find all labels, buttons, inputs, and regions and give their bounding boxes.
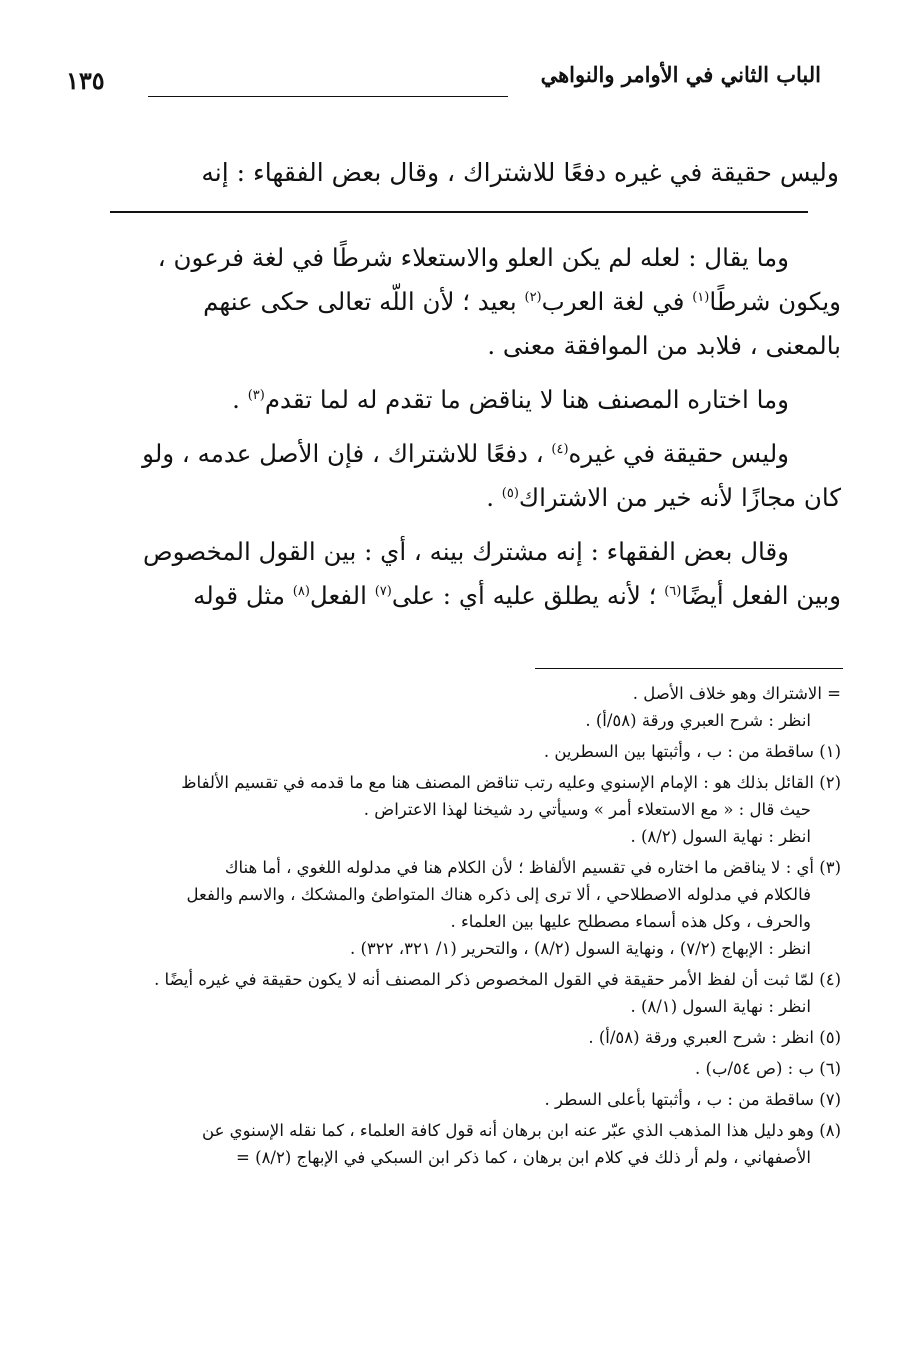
footnotes [56, 680, 841, 1175]
footnote-line: (١) ساقطة من : ب ، وأثبتها بين السطرين . [543, 742, 841, 761]
footnote-2 [56, 769, 841, 850]
footnote-7 [56, 1086, 841, 1113]
footnote-line: = الاشتراك وهو خلاف الأصل . [632, 684, 841, 703]
body-line: كان مجازًا لأنه خير من الاشتراك$^{(٥)}$ . [486, 483, 841, 512]
footnote-3 [56, 854, 841, 962]
footnote-line: فالكلام في مدلوله الاصطلاحي ، ألا ترى إلى ذكره هناك المتواطئ والمشكك ، والاسم والفعل [186, 885, 811, 904]
footnote-line: (٥) انظر : شرح العبري ورقة (٥٨/أ) . [588, 1028, 841, 1047]
footnote-line: والحرف ، وكل هذه أسماء مصطلح عليها بين العلماء . [450, 912, 811, 931]
footnote-4 [56, 966, 841, 1020]
matn-quote: وليس حقيقة في غيره دفعًا للاشتراك ، وقال بعض الفقهاء : إنه [201, 158, 839, 187]
footnote-ref[interactable]: (٦) [664, 583, 682, 599]
footnote-ref[interactable]: (٥) [501, 485, 519, 501]
body-line: ويكون شرطًا$^{(١)}$ في لغة العرب$^{(٢)}$ بعيد ؛ لأن اللّه تعالى حكى عنهم [203, 287, 841, 316]
body-line: وما اختاره المصنف هنا لا يناقض ما تقدم له لما تقدم$^{(٣)}$ . [232, 385, 789, 414]
footnote-line: حيث قال : « مع الاستعلاء أمر » وسيأتي رد شيخنا لهذا الاعتراض . [363, 800, 811, 819]
footnote-line: انظر : نهاية السول (٨/٢) . [630, 827, 811, 846]
footnote-line: (٦) ب : (ص ٥٤/ب) . [695, 1059, 841, 1078]
body-line: وليس حقيقة في غيره$^{(٤)}$ ، دفعًا للاشتراك ، فإن الأصل عدمه ، ولو [142, 439, 789, 468]
footnote-line: (٧) ساقطة من : ب ، وأثبتها بأعلى السطر . [544, 1090, 841, 1109]
footnote-8 [56, 1117, 841, 1171]
matn-underline [110, 211, 808, 213]
footnote-ref[interactable]: (٧) [374, 583, 392, 599]
footnote-line: انظر : نهاية السول (٨/١) . [630, 997, 811, 1016]
paragraph-1 [59, 236, 841, 368]
footnote-ref[interactable]: (١) [692, 289, 710, 305]
paragraph-2 [59, 378, 841, 422]
header-rule [148, 96, 508, 97]
footnote-line: الأصفهاني ، ولم أر ذلك في كلام ابن برهان ، كما ذكر ابن السبكي في الإبهاج (٨/٢) = [236, 1148, 811, 1167]
body-line: وبين الفعل أيضًا$^{(٦)}$ ؛ لأنه يطلق عليه أي : على$^{(٧)}$ الفعل$^{(٨)}$ مثل قوله [193, 581, 841, 610]
footnote-ref[interactable]: (٤) [551, 441, 569, 457]
footnote-6 [56, 1055, 841, 1082]
footnote-line: انظر : الإبهاج (٧/٢) ، ونهاية السول (٨/٢) ، والتحرير (١/ ٣٢١، ٣٢٢) . [349, 939, 811, 958]
body-line: وقال بعض الفقهاء : إنه مشترك بينه ، أي : بين القول المخصوص [143, 537, 789, 566]
paragraph-3 [59, 432, 841, 520]
footnote-1 [56, 738, 841, 765]
body-line: بالمعنى ، فلابد من الموافقة معنى . [487, 331, 841, 360]
footnote-5 [56, 1024, 841, 1051]
paragraph-4 [59, 530, 841, 618]
running-title: الباب الثاني في الأوامر والنواهي [540, 62, 821, 87]
footnote-continued [56, 680, 841, 734]
footnote-ref[interactable]: (٣) [247, 387, 265, 403]
footnote-line: انظر : شرح العبري ورقة (٥٨/أ) . [585, 711, 811, 730]
footnote-ref[interactable]: (٢) [524, 289, 542, 305]
footnote-separator [535, 668, 843, 669]
commentary-body [59, 236, 841, 628]
footnote-line: (٤) لمّا ثبت أن لفظ الأمر حقيقة في القول المخصوص ذكر المصنف أنه لا يكون حقيقة في غيره أيضًا . [154, 970, 841, 989]
page-number: ١٣٥ [66, 66, 105, 95]
footnote-ref[interactable]: (٨) [292, 583, 310, 599]
footnote-line: (٢) القائل بذلك هو : الإمام الإسنوي وعليه رتب تناقض المصنف هنا مع ما قدمه في تقسيم الألفاظ [181, 773, 841, 792]
footnote-line: (٣) أي : لا يناقض ما اختاره في تقسيم الألفاظ ؛ لأن الكلام هنا في مدلوله اللغوي ، أما هناك [224, 858, 841, 877]
body-line: وما يقال : لعله لم يكن العلو والاستعلاء شرطًا في لغة فرعون ، [157, 243, 789, 272]
footnote-line: (٨) وهو دليل هذا المذهب الذي عبّر عنه ابن برهان أنه قول كافة العلماء ، كما نقله الإسنوي عن [202, 1121, 841, 1140]
